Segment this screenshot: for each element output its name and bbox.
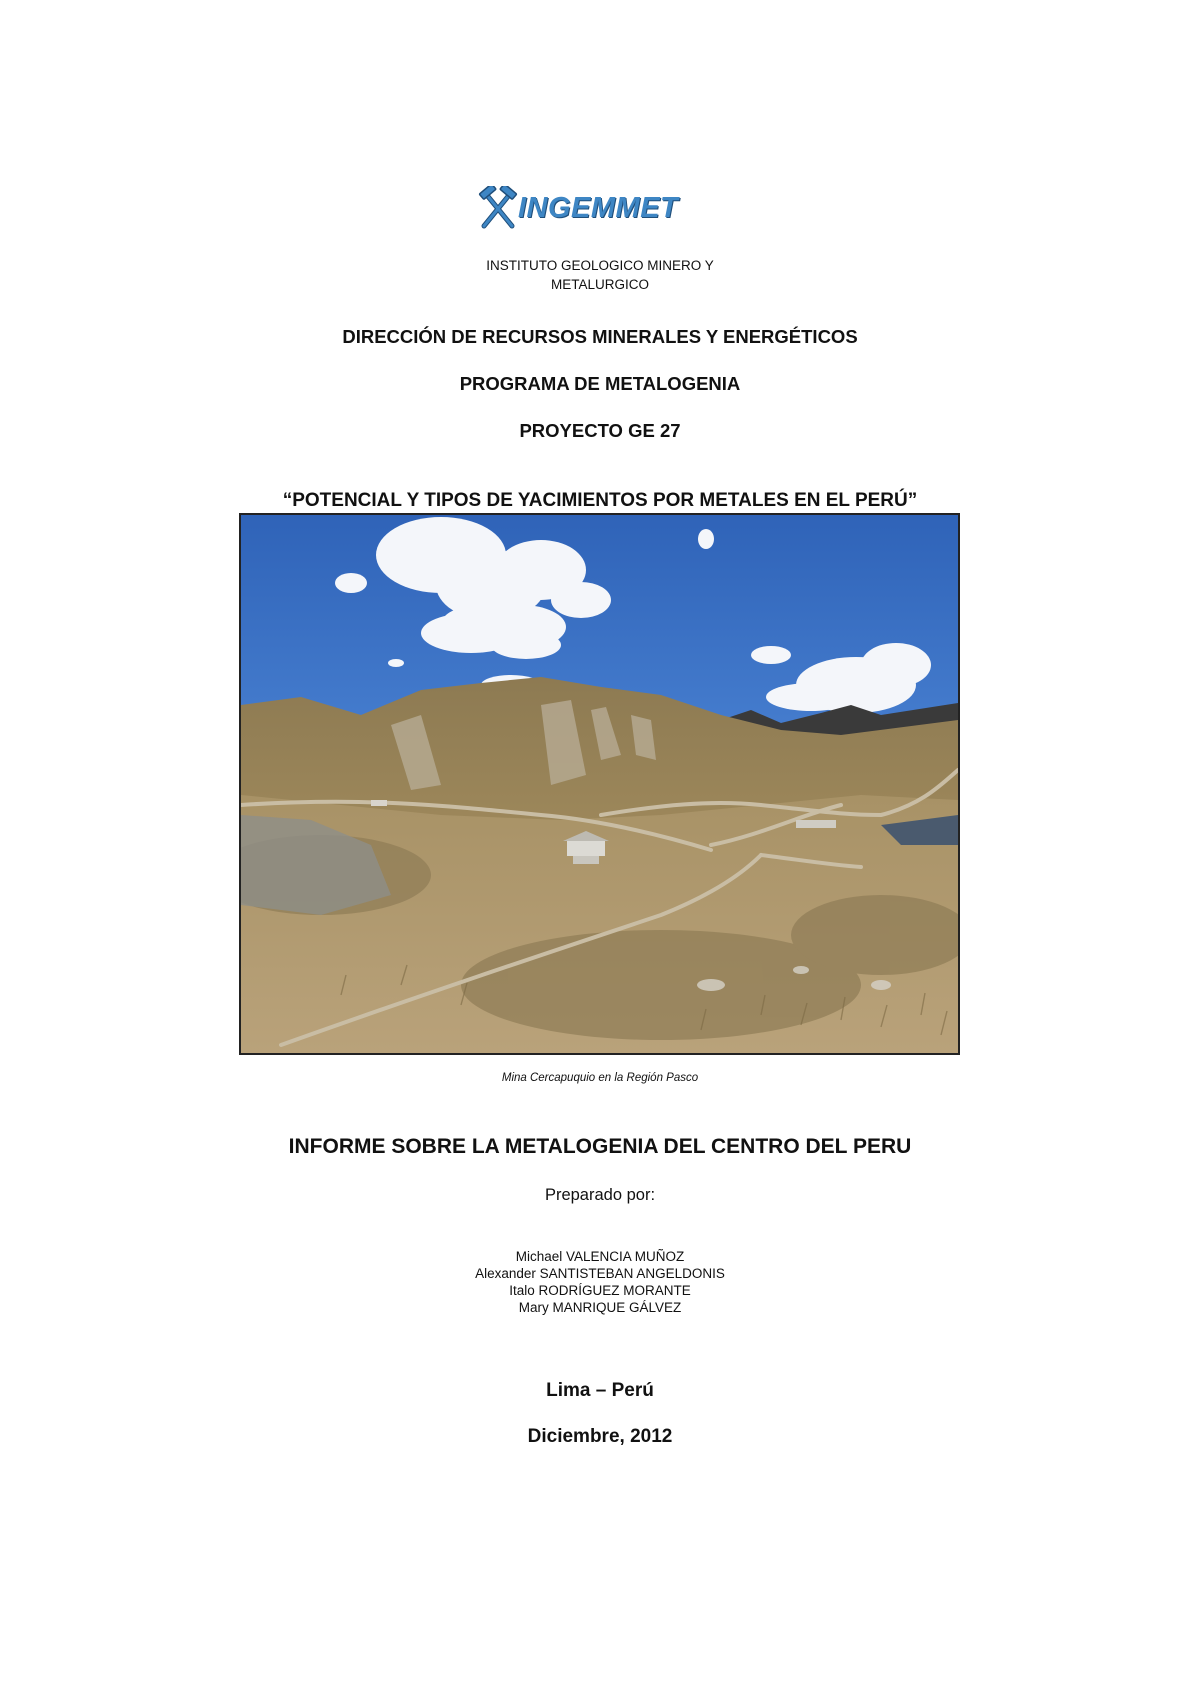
- institute-line-1: INSTITUTO GEOLOGICO MINERO Y: [486, 258, 714, 273]
- institute-line-2: METALURGICO: [550, 277, 649, 292]
- author-name: Mary MANRIQUE GÁLVEZ: [518, 1300, 682, 1315]
- project-title: “POTENCIAL Y TIPOS DE YACIMIENTOS POR METALES EN EL PERÚ”: [282, 490, 918, 511]
- mine-landscape-photo: [239, 513, 960, 1055]
- publication-date: Diciembre, 2012: [527, 1426, 673, 1447]
- programa-heading: PROGRAMA DE METALOGENIA: [459, 373, 741, 394]
- proyecto-heading: PROYECTO GE 27: [519, 420, 681, 441]
- city-country: Lima – Perú: [546, 1380, 654, 1401]
- institute-name: [0, 256, 1200, 294]
- logo-text: INGEMMET: [518, 192, 679, 224]
- landscape-illustration: [241, 515, 958, 1053]
- author-name: Alexander SANTISTEBAN ANGELDONIS: [475, 1266, 725, 1281]
- photo-caption: Mina Cercapuquio en la Región Pasco: [501, 1072, 699, 1084]
- crossed-hammers-icon: [478, 186, 518, 230]
- report-title: INFORME SOBRE LA METALOGENIA DEL CENTRO DEL PERU: [288, 1135, 912, 1158]
- prepared-by-label: Preparado por:: [544, 1186, 656, 1204]
- authors-list: [0, 1248, 1200, 1316]
- author-name: Michael VALENCIA MUÑOZ: [515, 1249, 685, 1264]
- ingemmet-logo: [478, 186, 688, 232]
- author-name: Italo RODRÍGUEZ MORANTE: [509, 1283, 691, 1298]
- direccion-heading: DIRECCIÓN DE RECURSOS MINERALES Y ENERGÉTICOS: [342, 326, 858, 347]
